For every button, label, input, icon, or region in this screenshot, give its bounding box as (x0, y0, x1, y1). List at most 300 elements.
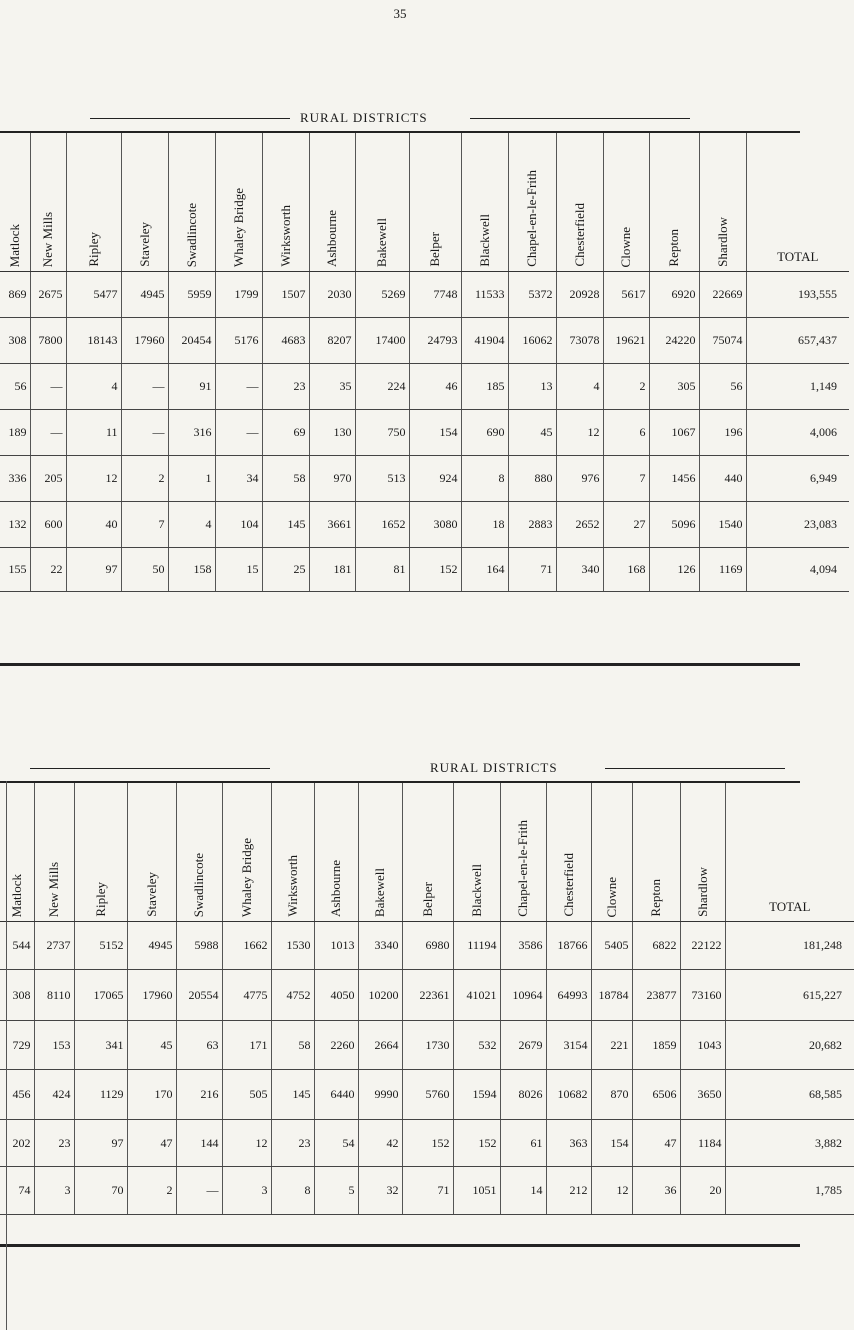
t2-cell: 10682 (546, 1070, 591, 1120)
t1-cell: 513 (355, 456, 409, 502)
t2-cell: 45 (127, 1021, 176, 1070)
t1-cell: 4 (66, 364, 121, 410)
section-header-2 (0, 760, 800, 782)
t1-cell: 34 (215, 456, 262, 502)
t2-cell: 47 (127, 1120, 176, 1167)
t1-col-label: Ripley (85, 232, 101, 267)
t2-col-label: Clowne (603, 876, 619, 917)
t1-col-label: Shardlow (714, 217, 730, 267)
t1-col-label: Bakewell (374, 217, 389, 267)
t2-cell: 14 (500, 1167, 546, 1215)
t1-cell: 305 (649, 364, 699, 410)
t2-cell: 23877 (632, 970, 680, 1021)
t1-cell: 1 (168, 456, 215, 502)
t1-cell: — (30, 410, 66, 456)
t2-col-label: Chesterfield (560, 853, 576, 917)
t2-cell: 5988 (176, 922, 222, 970)
t2-cell: 17065 (74, 970, 127, 1021)
t2-cell: 10200 (358, 970, 402, 1021)
t1-cell: 1456 (649, 456, 699, 502)
t2-cell: 4050 (314, 970, 358, 1021)
t2-cell: 47 (632, 1120, 680, 1167)
t2-cell: 3650 (680, 1070, 725, 1120)
t1-cell: 12 (556, 410, 603, 456)
t2-cell: 41021 (453, 970, 500, 1021)
t1-cell: 690 (461, 410, 508, 456)
t1-cell: 440 (699, 456, 746, 502)
t1-cell: 41904 (461, 318, 508, 364)
t2-cell: 1013 (314, 922, 358, 970)
t1-cell: 1169 (699, 548, 746, 592)
t2-col-label: Staveley (143, 872, 159, 917)
t2-col-header-1 (34, 783, 74, 922)
t2-cell: 221 (591, 1021, 632, 1070)
t1-col-label: Clowne (618, 226, 633, 267)
t2-col-header-13 (591, 783, 632, 922)
t1-col-header-5 (215, 133, 262, 272)
t1-cell: 126 (649, 548, 699, 592)
t1-col-label: Staveley (136, 222, 152, 267)
t1-cell: 340 (556, 548, 603, 592)
t1-cell: 8 (461, 456, 508, 502)
t1-cell: 4 (168, 502, 215, 548)
t1-cell: 4,006 (746, 410, 849, 456)
t2-cell: — (176, 1167, 222, 1215)
t2-col-header-5 (222, 783, 271, 922)
t2-cell: 58 (271, 1021, 314, 1070)
t2-col-header-12 (546, 783, 591, 922)
t2-col-header-8 (358, 783, 402, 922)
t1-cell: 15 (215, 548, 262, 592)
t2-cell: 152 (402, 1120, 453, 1167)
t2-cell: 11194 (453, 922, 500, 970)
t2-cell: 22361 (402, 970, 453, 1021)
t2-cell: 544 (0, 922, 34, 970)
t2-cell: 363 (546, 1120, 591, 1167)
t1-cell: 5617 (603, 272, 649, 318)
t2-cell: 2679 (500, 1021, 546, 1070)
t1-cell: 189 (0, 410, 30, 456)
t2-cell: 1594 (453, 1070, 500, 1120)
table-2 (0, 783, 842, 1215)
table-row (0, 364, 849, 410)
t2-cell: 1129 (74, 1070, 127, 1120)
t2-cell: 9990 (358, 1070, 402, 1120)
t2-cell: 2664 (358, 1021, 402, 1070)
t2-cell: 63 (176, 1021, 222, 1070)
t2-cell: 212 (546, 1167, 591, 1215)
t1-cell: 24793 (409, 318, 461, 364)
t1-cell: 46 (409, 364, 461, 410)
t2-cell: 8110 (34, 970, 74, 1021)
t2-cell: 532 (453, 1021, 500, 1070)
page-number: 35 (393, 6, 407, 21)
t2-col-label: Ripley (92, 882, 108, 917)
t2-cell: 171 (222, 1021, 271, 1070)
t1-col-header-7 (309, 133, 355, 272)
t1-cell: 5477 (66, 272, 121, 318)
t1-cell: 73078 (556, 318, 603, 364)
t1-cell: 11 (66, 410, 121, 456)
t2-cell: 22122 (680, 922, 725, 970)
t1-cell: 23,083 (746, 502, 849, 548)
t1-cell: 924 (409, 456, 461, 502)
t1-col-label: Chesterfield (571, 203, 587, 267)
t2-cell: 73160 (680, 970, 725, 1021)
t2-cell: 1530 (271, 922, 314, 970)
t2-col-header-2 (74, 783, 127, 922)
t2-cell: 3 (34, 1167, 74, 1215)
t2-col-label: Repton (648, 879, 663, 917)
t2-col-header-10 (453, 783, 500, 922)
t1-cell: 97 (66, 548, 121, 592)
t1-cell: 56 (0, 364, 30, 410)
t2-col-label: TOTAL (769, 899, 811, 914)
t2-cell: 144 (176, 1120, 222, 1167)
t1-cell: 7800 (30, 318, 66, 364)
t2-col-label: Whaley Bridge (238, 837, 254, 917)
t2-cell: 6822 (632, 922, 680, 970)
table-row (0, 1120, 854, 1167)
t2-cell: 12 (591, 1167, 632, 1215)
t2-cell: 4945 (127, 922, 176, 970)
section-label-2: RURAL DISTRICTS (430, 760, 558, 775)
t2-col-header-14 (632, 783, 680, 922)
t2-cell: 145 (271, 1070, 314, 1120)
t1-cell: 2030 (309, 272, 355, 318)
t1-col-header-16 (746, 133, 849, 272)
t1-cell: 1,149 (746, 364, 849, 410)
t1-cell: 2652 (556, 502, 603, 548)
t2-col-header-16 (725, 783, 854, 922)
t1-col-label: Swadlincote (183, 202, 199, 267)
t2-cell: 10964 (500, 970, 546, 1021)
t2-cell: 870 (591, 1070, 632, 1120)
t2-cell: 32 (358, 1167, 402, 1215)
t1-cell: 27 (603, 502, 649, 548)
t2-col-header-15 (680, 783, 725, 922)
t1-col-header-2 (66, 133, 121, 272)
t1-cell: 24220 (649, 318, 699, 364)
t2-col-label: Swadlincote (191, 852, 206, 917)
t1-cell: 308 (0, 318, 30, 364)
t1-cell: 45 (508, 410, 556, 456)
t1-cell: 7748 (409, 272, 461, 318)
t1-col-label: Belper (427, 232, 442, 267)
t1-cell: 58 (262, 456, 309, 502)
t2-cell: 5 (314, 1167, 358, 1215)
t2-col-label: New Mills (46, 861, 61, 917)
table-row (0, 1021, 854, 1070)
t1-cell: 4,094 (746, 548, 849, 592)
t1-col-header-14 (649, 133, 699, 272)
t2-col-header-6 (271, 783, 314, 922)
t1-cell: 1067 (649, 410, 699, 456)
t2-cell: 505 (222, 1070, 271, 1120)
t1-cell: 18 (461, 502, 508, 548)
t1-cell: 1507 (262, 272, 309, 318)
t1-cell: 880 (508, 456, 556, 502)
t1-cell: — (30, 364, 66, 410)
t1-cell: 224 (355, 364, 409, 410)
t1-cell: 1652 (355, 502, 409, 548)
t2-cell: 18784 (591, 970, 632, 1021)
t1-col-label: New Mills (40, 211, 55, 267)
table-row (0, 970, 854, 1021)
t1-cell: 5096 (649, 502, 699, 548)
table-row (0, 318, 849, 364)
t2-cell: 6980 (402, 922, 453, 970)
t2-cell: 74 (0, 1167, 34, 1215)
t1-cell: 193,555 (746, 272, 849, 318)
t1-col-label: Repton (666, 229, 681, 267)
t1-col-header-13 (603, 133, 649, 272)
t2-cell: 6440 (314, 1070, 358, 1120)
t1-cell: 130 (309, 410, 355, 456)
t1-col-header-12 (556, 133, 603, 272)
t2-cell: 1184 (680, 1120, 725, 1167)
t2-cell: 1662 (222, 922, 271, 970)
t1-cell: 132 (0, 502, 30, 548)
t2-col-label: Ashbourne (328, 859, 343, 917)
t2-cell: 71 (402, 1167, 453, 1215)
table-1 (0, 133, 837, 592)
t2-cell: 1,785 (725, 1167, 854, 1215)
t1-cell: 104 (215, 502, 262, 548)
t1-cell: 19621 (603, 318, 649, 364)
t1-cell: 164 (461, 548, 508, 592)
t2-cell: 4775 (222, 970, 271, 1021)
section-label-1: RURAL DISTRICTS (300, 110, 428, 125)
t1-cell: 4945 (121, 272, 168, 318)
t2-cell: 23 (34, 1120, 74, 1167)
t2-col-label: Belper (419, 882, 435, 917)
t2-cell: 36 (632, 1167, 680, 1215)
t1-cell: 91 (168, 364, 215, 410)
t1-cell: 1540 (699, 502, 746, 548)
t1-cell: 869 (0, 272, 30, 318)
t2-cell: 3340 (358, 922, 402, 970)
t1-cell: 181 (309, 548, 355, 592)
t1-cell: — (121, 410, 168, 456)
t1-col-header-10 (461, 133, 508, 272)
t1-cell: — (121, 364, 168, 410)
t2-cell: 341 (74, 1021, 127, 1070)
t2-cell: 4752 (271, 970, 314, 1021)
table-row (0, 502, 849, 548)
t1-cell: 205 (30, 456, 66, 502)
t2-cell: 154 (591, 1120, 632, 1167)
t1-cell: 185 (461, 364, 508, 410)
t1-cell: 22669 (699, 272, 746, 318)
t1-cell: 6,949 (746, 456, 849, 502)
t1-cell: 25 (262, 548, 309, 592)
t1-col-label: Wirksworth (277, 205, 293, 267)
t2-col-header-9 (402, 783, 453, 922)
t1-col-header-6 (262, 133, 309, 272)
t1-cell: — (215, 364, 262, 410)
t2-cell: 20 (680, 1167, 725, 1215)
t1-cell: 4 (556, 364, 603, 410)
t2-col-label: Blackwell (468, 864, 484, 917)
t1-cell: 970 (309, 456, 355, 502)
t1-col-header-9 (409, 133, 461, 272)
t1-cell: 168 (603, 548, 649, 592)
t1-cell: 18143 (66, 318, 121, 364)
t2-cell: 308 (0, 970, 34, 1021)
t2-col-label: Shardlow (694, 867, 710, 917)
t2-cell: 20554 (176, 970, 222, 1021)
t1-cell: 7 (121, 502, 168, 548)
t1-col-header-11 (508, 133, 556, 272)
t2-cell: 2260 (314, 1021, 358, 1070)
t1-cell: 145 (262, 502, 309, 548)
t1-cell: 2 (603, 364, 649, 410)
t2-col-label: Bakewell (372, 867, 387, 917)
t1-cell: 152 (409, 548, 461, 592)
t2-cell: 153 (34, 1021, 74, 1070)
t1-cell: 316 (168, 410, 215, 456)
t1-cell: 23 (262, 364, 309, 410)
t2-cell: 1730 (402, 1021, 453, 1070)
t1-cell: 71 (508, 548, 556, 592)
t1-cell: 6 (603, 410, 649, 456)
t1-cell: 20454 (168, 318, 215, 364)
t1-cell: 12 (66, 456, 121, 502)
t2-cell: 1859 (632, 1021, 680, 1070)
t1-col-label: TOTAL (777, 249, 819, 264)
table-row (0, 548, 849, 592)
table-row (0, 410, 849, 456)
t2-cell: 456 (0, 1070, 34, 1120)
t2-col-header-11 (500, 783, 546, 922)
t1-cell: 154 (409, 410, 461, 456)
t2-cell: 216 (176, 1070, 222, 1120)
t2-cell: 5405 (591, 922, 632, 970)
t1-cell: 3080 (409, 502, 461, 548)
t2-cell: 12 (222, 1120, 271, 1167)
t2-cell: 8 (271, 1167, 314, 1215)
table-row (0, 1070, 854, 1120)
t1-cell: 75074 (699, 318, 746, 364)
t2-cell: 170 (127, 1070, 176, 1120)
t1-cell: 16062 (508, 318, 556, 364)
t2-cell: 23 (271, 1120, 314, 1167)
t2-col-label: Chapel-en-le-Frith (515, 820, 530, 917)
t2-col-label: Matlock (8, 873, 24, 917)
t1-cell: 50 (121, 548, 168, 592)
t1-cell: 5959 (168, 272, 215, 318)
table-row (0, 456, 849, 502)
t1-cell: 196 (699, 410, 746, 456)
t1-cell: 20928 (556, 272, 603, 318)
t1-cell: 35 (309, 364, 355, 410)
t1-cell: 13 (508, 364, 556, 410)
t1-cell: 69 (262, 410, 309, 456)
t1-cell: 2883 (508, 502, 556, 548)
t1-cell: 600 (30, 502, 66, 548)
t2-cell: 18766 (546, 922, 591, 970)
t1-cell: 2 (121, 456, 168, 502)
t2-cell: 181,248 (725, 922, 854, 970)
t1-cell: 81 (355, 548, 409, 592)
t1-cell: 56 (699, 364, 746, 410)
t2-cell: 42 (358, 1120, 402, 1167)
t2-cell: 5760 (402, 1070, 453, 1120)
t1-cell: 11533 (461, 272, 508, 318)
t1-cell: 1799 (215, 272, 262, 318)
t1-col-label: Blackwell (476, 214, 492, 267)
t1-cell: 750 (355, 410, 409, 456)
t2-cell: 5152 (74, 922, 127, 970)
t2-cell: 54 (314, 1120, 358, 1167)
t1-col-header-8 (355, 133, 409, 272)
t2-cell: 8026 (500, 1070, 546, 1120)
t1-cell: — (215, 410, 262, 456)
t1-cell: 2675 (30, 272, 66, 318)
t2-cell: 615,227 (725, 970, 854, 1021)
t1-col-header-4 (168, 133, 215, 272)
t2-cell: 68,585 (725, 1070, 854, 1120)
t1-cell: 336 (0, 456, 30, 502)
t2-cell: 3154 (546, 1021, 591, 1070)
t1-col-header-1 (30, 133, 66, 272)
t2-cell: 61 (500, 1120, 546, 1167)
t2-cell: 424 (34, 1070, 74, 1120)
t2-cell: 6506 (632, 1070, 680, 1120)
t2-cell: 64993 (546, 970, 591, 1021)
t1-cell: 4683 (262, 318, 309, 364)
t1-cell: 8207 (309, 318, 355, 364)
t1-col-header-0 (0, 133, 30, 272)
table-row (0, 922, 854, 970)
t2-cell: 202 (0, 1120, 34, 1167)
t2-cell: 97 (74, 1120, 127, 1167)
table-row (0, 272, 849, 318)
t2-cell: 2 (127, 1167, 176, 1215)
t1-cell: 155 (0, 548, 30, 592)
t1-cell: 976 (556, 456, 603, 502)
t2-cell: 152 (453, 1120, 500, 1167)
t2-cell: 729 (0, 1021, 34, 1070)
t1-cell: 158 (168, 548, 215, 592)
t2-col-header-3 (127, 783, 176, 922)
t1-cell: 40 (66, 502, 121, 548)
t1-col-label: Matlock (6, 223, 22, 267)
t1-cell: 7 (603, 456, 649, 502)
t1-cell: 657,437 (746, 318, 849, 364)
t2-cell: 3,882 (725, 1120, 854, 1167)
t1-cell: 6920 (649, 272, 699, 318)
t1-cell: 5269 (355, 272, 409, 318)
t2-col-header-4 (176, 783, 222, 922)
t2-cell: 20,682 (725, 1021, 854, 1070)
t2-cell: 1051 (453, 1167, 500, 1215)
t1-col-label: Ashbourne (324, 209, 339, 267)
t1-col-header-3 (121, 133, 168, 272)
t2-cell: 70 (74, 1167, 127, 1215)
t1-cell: 5372 (508, 272, 556, 318)
t1-cell: 22 (30, 548, 66, 592)
t1-cell: 3661 (309, 502, 355, 548)
t1-cell: 5176 (215, 318, 262, 364)
table-row (0, 1167, 854, 1215)
t2-cell: 17960 (127, 970, 176, 1021)
t2-cell: 3 (222, 1167, 271, 1215)
t1-cell: 17400 (355, 318, 409, 364)
t2-cell: 3586 (500, 922, 546, 970)
t1-col-label: Chapel-en-le-Frith (524, 170, 539, 267)
